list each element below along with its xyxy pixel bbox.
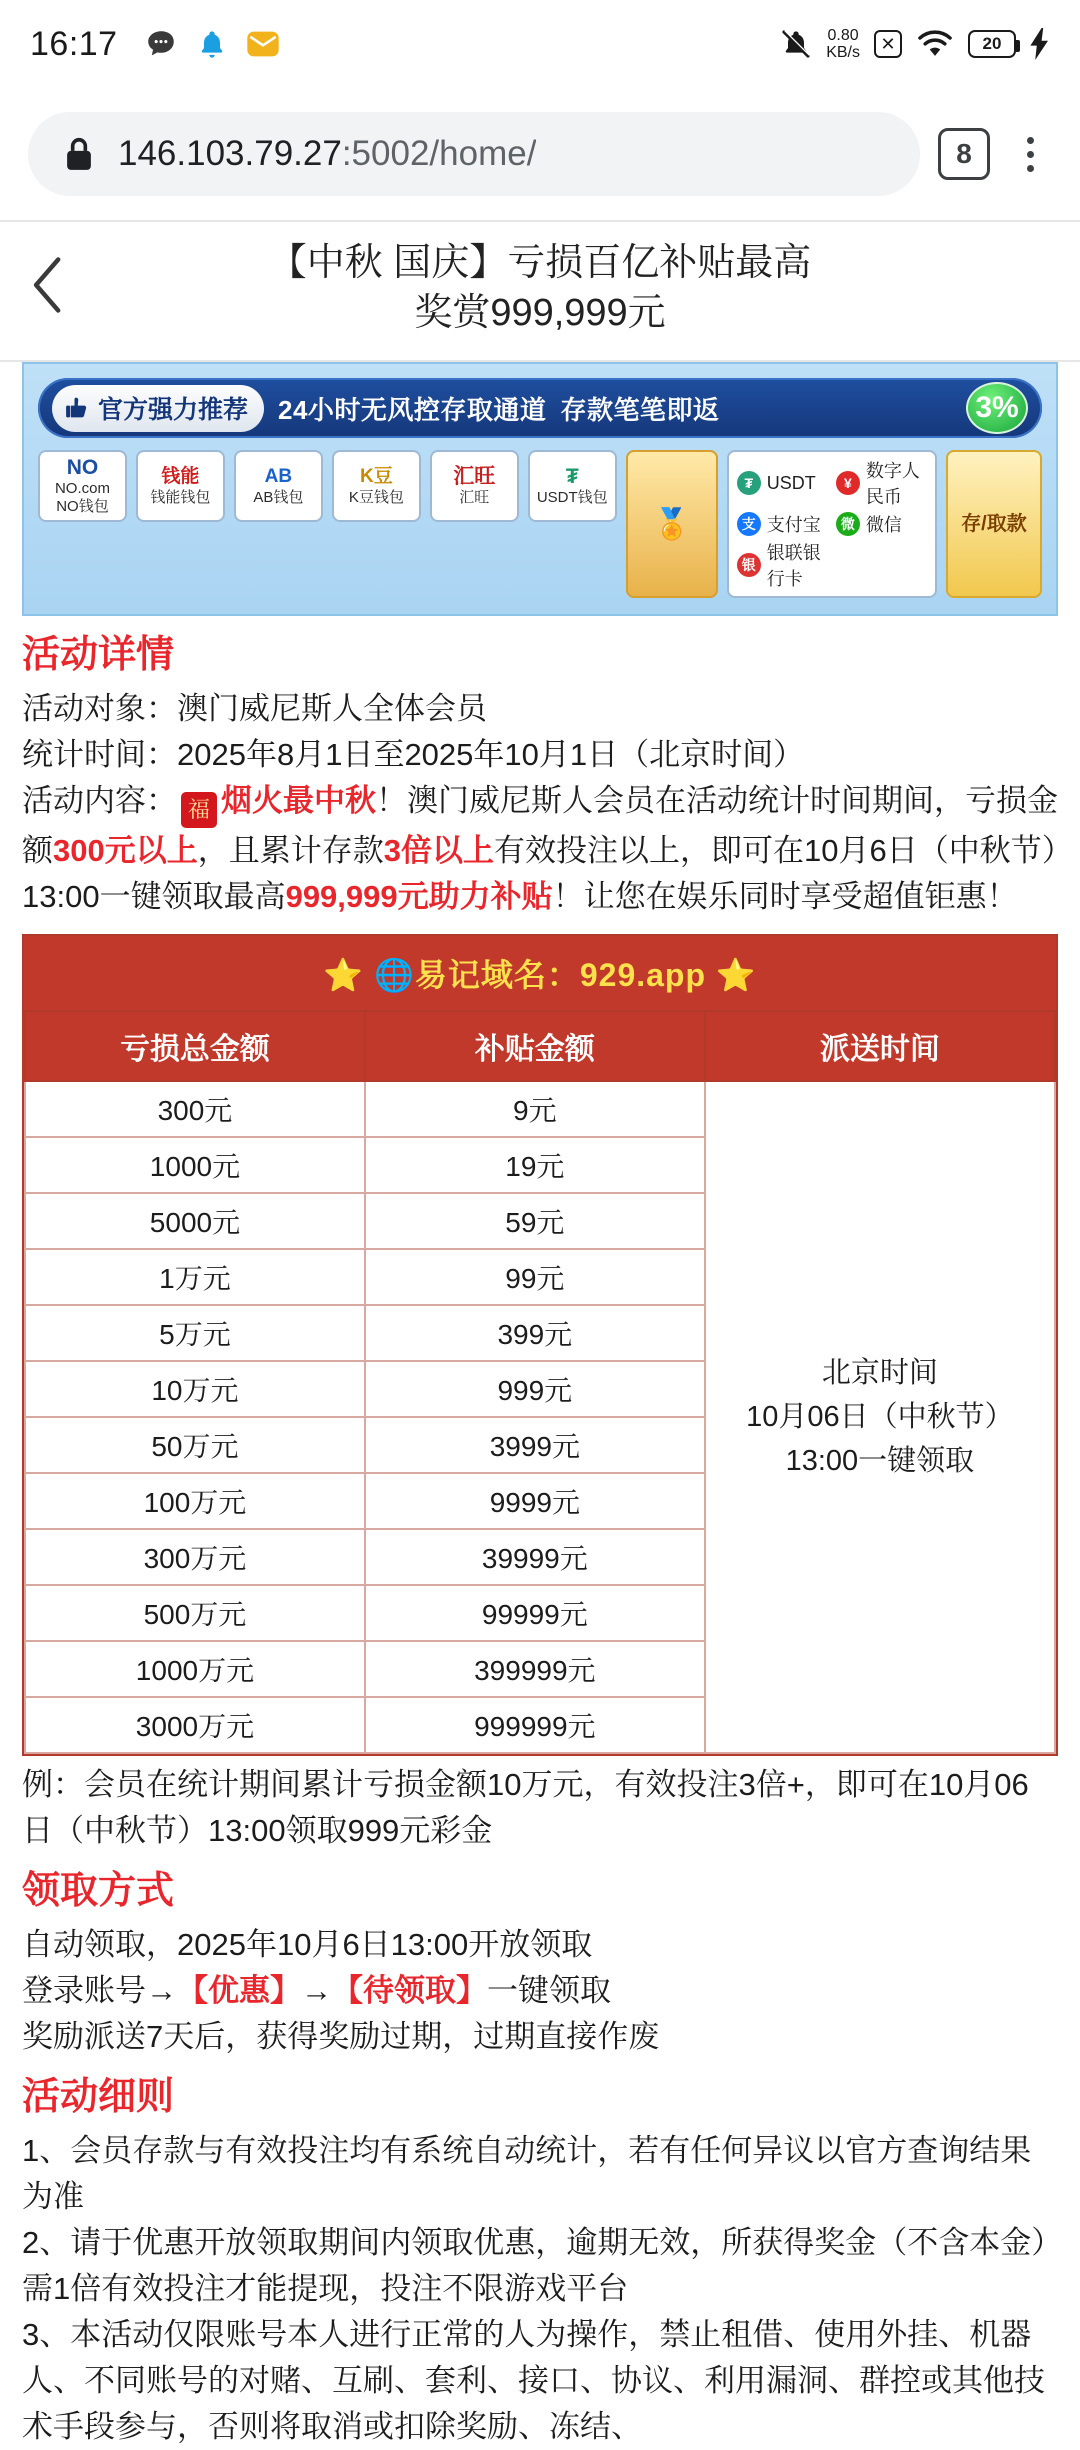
alipay-icon: 支: [737, 512, 761, 536]
banner-wallets-row: [38, 450, 1042, 598]
medal-icon: 🏅: [626, 450, 718, 598]
cell-bonus: 59元: [365, 1193, 705, 1249]
cell-loss: 1000万元: [25, 1641, 365, 1697]
cell-loss: 10万元: [25, 1361, 365, 1417]
table-row: [25, 1081, 1055, 1137]
table-domain-banner: [24, 936, 1056, 1010]
section-heading-claim: 领取方式: [22, 1870, 175, 1912]
detail-value-audience: 澳门威尼斯人全体会员: [177, 691, 487, 726]
wallet-logo: NO: [66, 456, 99, 479]
payment-method-item[interactable]: [737, 511, 828, 537]
url-bar[interactable]: [28, 112, 920, 196]
overflow-menu-icon[interactable]: [1008, 137, 1052, 172]
battery-indicator: 20: [968, 30, 1016, 58]
page-content: [0, 362, 1080, 2450]
detail-content-hl3: 999,999元助力补贴: [285, 879, 553, 914]
cell-bonus: 3999元: [365, 1417, 705, 1473]
detail-content-part1: ！澳门威尼斯人会员在活动统计时间期间，亏损金额: [22, 783, 1058, 868]
status-notification-icons: [144, 27, 280, 61]
lightning-icon: [1030, 28, 1050, 60]
detail-content-part2: ，且累计存款: [197, 833, 384, 868]
section-heading-rules: 活动细则: [22, 2076, 175, 2118]
wallet-item[interactable]: [234, 450, 323, 522]
status-bar: [0, 0, 1080, 88]
detail-row-content: [22, 778, 1058, 920]
page-title-line1: 【中秋 国庆】亏损百亿补贴最高: [268, 242, 812, 284]
payment-methods-group: [727, 450, 937, 598]
wallet-caption: USDT钱包: [536, 489, 608, 506]
wallet-caption: 汇旺: [459, 489, 490, 506]
cell-loss: 300万元: [25, 1529, 365, 1585]
claim-pending-link[interactable]: 【待领取】: [332, 1973, 487, 2008]
rule-item: 1、会员存款与有效投注均有系统自动统计，若有任何异议以官方查询结果为准: [22, 2133, 1032, 2214]
payment-method-label: USDT: [766, 472, 816, 493]
url-text: 146.103.79.27:5002/home/: [118, 134, 537, 173]
official-recommend-label: 官方强力推荐: [98, 395, 249, 424]
table-header-delivery: 派送时间: [705, 1011, 1055, 1081]
promo-banner[interactable]: [22, 362, 1058, 616]
wallet-logo: 汇旺: [453, 465, 496, 488]
table-header-bonus: 补贴金额: [365, 1011, 705, 1081]
table-header-row: [25, 1011, 1055, 1081]
rmb-icon: ¥: [836, 471, 860, 495]
claim-promo-link[interactable]: 【优惠】: [177, 1973, 301, 2008]
reward-table: [22, 934, 1058, 1756]
cell-bonus: 39999元: [365, 1529, 705, 1585]
detail-label-audience: 活动对象：: [22, 691, 177, 726]
payment-method-label: 支付宝: [766, 515, 821, 535]
claim-line2-arrow: →: [301, 1973, 332, 2008]
browser-toolbar: [0, 88, 1080, 220]
usdt-icon: ₮: [737, 471, 761, 495]
lock-icon: [62, 135, 96, 173]
cell-bonus: 99999元: [365, 1585, 705, 1641]
cell-bonus: 399999元: [365, 1641, 705, 1697]
banner-rebate-percent: 3%: [966, 382, 1028, 434]
claim-line-3: 奖励派送7天后，获得奖励过期，过期直接作废: [22, 2019, 660, 2054]
delivery-line-3: 13:00一键领取: [785, 1445, 975, 1477]
table-example-note: 例：会员在统计期间累计亏损金额10万元，有效投注3倍+，即可在10月06日（中秋节）13:00领取999元彩金: [22, 1767, 1029, 1848]
cell-bonus: 399元: [365, 1305, 705, 1361]
delivery-line-1: 北京时间: [821, 1357, 938, 1389]
payment-method-item[interactable]: [737, 457, 828, 509]
cell-delivery-time: [705, 1081, 1055, 1753]
cell-bonus: 9元: [365, 1081, 705, 1137]
cell-loss: 3000万元: [25, 1697, 365, 1753]
table-banner-text: 易记域名：: [414, 957, 580, 993]
rules-list: [22, 2128, 1058, 2450]
wifi-icon: [916, 29, 954, 59]
rule-item: 2、请于优惠开放领取期间内领取优惠，逾期无效，所获得奖金（不含本金）需1倍有效投注才能提现，投注不限游戏平台: [22, 2225, 1047, 2306]
globe-icon: 🌐: [373, 957, 415, 993]
cell-bonus: 99元: [365, 1249, 705, 1305]
cell-loss: 5000元: [25, 1193, 365, 1249]
wallet-caption: K豆钱包: [348, 489, 404, 506]
cell-loss: 1万元: [25, 1249, 365, 1305]
fu-badge-icon: 福: [181, 792, 217, 828]
wechat-icon: 微: [836, 512, 860, 536]
page-header: [0, 222, 1080, 360]
status-clock: 16:17: [30, 24, 118, 63]
bell-icon: [196, 28, 228, 60]
page-title: [96, 238, 1080, 338]
wallet-caption: AB钱包: [253, 489, 304, 506]
detail-row-period: [22, 732, 1058, 778]
network-speed: 0.80 KB/s: [826, 27, 860, 61]
payment-method-label: 数字人民币: [865, 461, 920, 507]
wallet-logo: K豆: [359, 466, 393, 487]
wallet-item[interactable]: [528, 450, 617, 522]
payment-method-label: 微信: [865, 515, 902, 535]
cell-loss: 100万元: [25, 1473, 365, 1529]
bell-mute-icon: [780, 28, 812, 60]
rule-item: 3、本活动仅限账号本人进行正常的人为操作，禁止租借、使用外挂、机器人、不同账号的对赌、互刷、套利、接口、协议、利用漏洞、群控或其他技术手段参与，否则将取消或扣除奖励、冻结、: [22, 2317, 1045, 2444]
chat-bubble-icon: [144, 27, 178, 61]
claim-line-2: [22, 1968, 1058, 2014]
payment-method-item[interactable]: [836, 457, 927, 509]
wallet-caption-2: NO钱包: [56, 498, 109, 515]
message-icon: [246, 29, 280, 59]
cell-loss: 50万元: [25, 1417, 365, 1473]
wallet-logo: AB: [264, 466, 293, 487]
official-recommend-pill: [52, 385, 264, 432]
deposit-withdraw-button[interactable]: 存/取款: [946, 450, 1042, 598]
wallet-item[interactable]: [38, 450, 127, 522]
cell-loss: 5万元: [25, 1305, 365, 1361]
thumbs-up-icon: [64, 394, 92, 422]
delivery-line-2: 10月06日（中秋节）: [746, 1401, 1014, 1433]
banner-headline-1: 24小时无风控存取通道: [278, 394, 547, 425]
cell-bonus: 999元: [365, 1361, 705, 1417]
wallet-caption: NO.com: [54, 480, 110, 497]
table-banner-domain: 929.app: [579, 957, 707, 993]
table-header-loss: 亏损总金额: [25, 1011, 365, 1081]
cell-bonus: 999999元: [365, 1697, 705, 1753]
detail-value-period: 2025年8月1日至2025年10月1日（北京时间）: [177, 737, 805, 772]
x-box-icon: ✕: [874, 30, 902, 58]
claim-line2-post: 一键领取: [487, 1973, 611, 2008]
detail-label-period: 统计时间：: [22, 737, 177, 772]
cell-loss: 500万元: [25, 1585, 365, 1641]
status-system-icons: [780, 27, 1050, 61]
wallet-item[interactable]: [332, 450, 421, 522]
payment-method-label: 银联银行卡: [766, 543, 821, 589]
detail-content-hl1: 300元以上: [53, 833, 198, 868]
detail-content-hl2: 3倍以上: [383, 833, 494, 868]
payment-method-item[interactable]: [737, 539, 828, 591]
claim-line-1: 自动领取，2025年10月6日13:00开放领取: [22, 1927, 593, 1962]
detail-content-part4: ！让您在娱乐同时享受超值钜惠！: [552, 879, 1018, 914]
detail-content-highlight: 烟火最中秋: [221, 783, 376, 818]
tab-switcher-button[interactable]: 8: [938, 128, 990, 180]
cell-loss: 1000元: [25, 1137, 365, 1193]
cell-bonus: 9999元: [365, 1473, 705, 1529]
unionpay-icon: 银: [737, 553, 761, 577]
wallet-logo: ₮: [565, 465, 579, 488]
detail-content-part3: 有效投注以上，即可在10月6日（中秋节）13:00一键领取最高: [22, 833, 1058, 914]
page-title-line2: 奖赏999,999元: [414, 292, 666, 334]
back-chevron-icon[interactable]: [0, 256, 96, 320]
promo-banner-headline: [38, 378, 1042, 438]
payment-method-item[interactable]: [836, 511, 927, 537]
wallet-item[interactable]: [136, 450, 225, 522]
detail-row-audience: [22, 686, 1058, 732]
cell-loss: 300元: [25, 1081, 365, 1137]
section-heading-details: 活动详情: [22, 634, 175, 676]
wallet-caption: 钱能钱包: [150, 489, 211, 506]
wallet-logo: 钱能: [161, 466, 200, 487]
reward-table-grid: [24, 1010, 1056, 1754]
star-left-icon: ⭐: [323, 957, 365, 993]
banner-headline-2: 存款笔笔即返: [560, 394, 720, 425]
wallet-item[interactable]: [430, 450, 519, 522]
claim-line2-pre: 登录账号→: [22, 1973, 177, 2008]
detail-label-content: 活动内容：: [22, 783, 177, 818]
cell-bonus: 19元: [365, 1137, 705, 1193]
star-right-icon: ⭐: [715, 957, 757, 993]
